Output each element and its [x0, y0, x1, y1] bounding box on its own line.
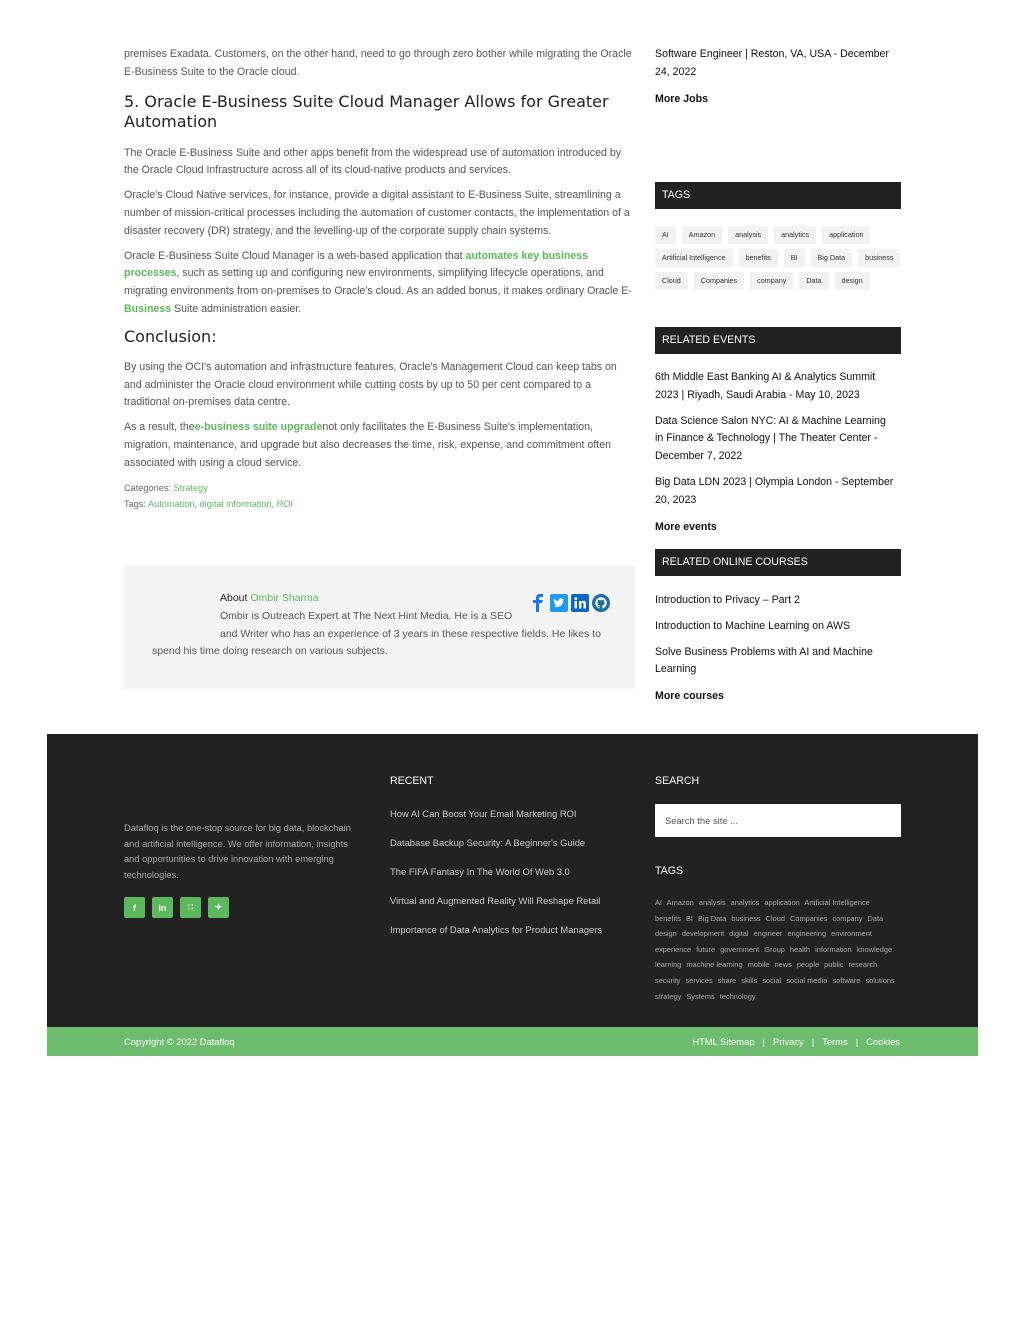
automates-link[interactable]: automates key business processes	[124, 249, 589, 280]
categories	[124, 480, 634, 496]
rss-icon[interactable]: ∷	[180, 897, 201, 918]
footer-tag-link[interactable]: mobile	[747, 960, 770, 970]
footer-tag-link[interactable]: health	[789, 944, 811, 954]
footer-tag-link[interactable]: news	[774, 960, 792, 970]
event-link[interactable]: Big Data LDN 2023 | Olympia London - September 20, 2023	[655, 475, 894, 506]
course-link[interactable]: Solve Business Problems with AI and Machine Learning	[655, 645, 873, 676]
article-heading: 5. Oracle E-Business Suite Cloud Manager Allows for Greater Automation	[124, 91, 609, 131]
course-link[interactable]: Introduction to Privacy – Part 2	[655, 594, 800, 606]
footer-tag-link[interactable]: services	[685, 975, 713, 985]
article-paragraph	[124, 419, 634, 472]
upgrade-link[interactable]: e-business suite upgrade	[194, 421, 323, 434]
footer-tag-link[interactable]: machine learning	[686, 960, 743, 970]
article-paragraph: Oracle's Cloud Native services, for instance, provide a digital assistant to E-Business Suite, streamlining a number of mission-critical processes including the automation of customer contacts, the implementation of a disaster recovery (DR) strategy, and the levelling-up of the corporate supply chain systems.	[124, 189, 630, 237]
recent-post-link[interactable]: Database Backup Security: A Beginner's Guide	[390, 837, 586, 848]
footer-tag-link[interactable]: government	[720, 944, 760, 954]
github-icon[interactable]	[592, 594, 610, 612]
footer-social	[124, 897, 229, 918]
text-run: , such as setting up and configuring new environments, simplifying lifecycle operations, and migrating environments from on-premises to Oracle's cloud. As an added bonus, it makes ordinary Oracle E-	[124, 267, 632, 298]
footer-tag-link[interactable]: learning	[655, 960, 682, 970]
footer-tag-link[interactable]: engineering	[787, 929, 827, 939]
related-courses-heading: RELATED ONLINE COURSES	[655, 549, 901, 576]
article-paragraph: The Oracle E-Business Suite and other apps benefit from the widespread use of automation introduced by the Oracle Cloud Infrastructure across all of its cloud-native products and services.	[124, 146, 622, 177]
footer-tag-link[interactable]: engineer	[753, 929, 783, 939]
footer-tag-link[interactable]: social	[762, 975, 782, 985]
footer-tag-link[interactable]: Artificial Intelligence	[804, 898, 870, 907]
category-link[interactable]: Strategy	[173, 482, 208, 493]
tag-chip[interactable]: Companies	[694, 272, 744, 290]
footer-tag-link[interactable]: business	[731, 913, 761, 923]
footer-tag-link[interactable]: AI	[655, 898, 662, 907]
event-link[interactable]: 6th Middle East Banking AI & Analytics Summit 2023 | Riyadh, Saudi Arabia - May 10, 2023	[655, 371, 876, 401]
footer-tag-link[interactable]: company	[832, 913, 863, 923]
footer-tag-link[interactable]: solutions	[865, 975, 895, 985]
author-box	[124, 565, 635, 689]
footer-tag-link[interactable]: design	[655, 929, 677, 939]
more-courses-link[interactable]: More courses	[655, 690, 724, 703]
tag-chip[interactable]: design	[835, 272, 870, 290]
footer-tag-link[interactable]: people	[796, 960, 820, 970]
tag-chip[interactable]: business	[858, 249, 900, 267]
categories-label: Categories:	[124, 482, 174, 493]
link-separator: |	[762, 1036, 765, 1047]
tag-chip[interactable]: analytics	[774, 226, 816, 244]
tag-separator: ,	[194, 498, 200, 509]
copyright-text: Copyright © 2022 Datafloq	[124, 1036, 235, 1047]
recent-post-link[interactable]: How AI Can Boost Your Email Marketing ROI	[390, 808, 577, 819]
conclusion-heading: Conclusion:	[124, 326, 217, 346]
author-name-link[interactable]: Ombir Sharma	[250, 592, 319, 604]
text-run: not only facilitates the E-Business Suite's implementation, migration, maintenance, and upgrade but also decreases the time, risk, expense, and commitment often associated with using a cloud service.	[124, 421, 611, 469]
footer-tag-link[interactable]: benefits	[655, 913, 681, 923]
linkedin-icon[interactable]	[571, 594, 589, 612]
tag-link[interactable]: digital information	[199, 498, 272, 509]
article-paragraph: premises Exadata. Customers, on the other hand, need to go through zero bother while migrating the Oracle E-Business Suite to the Oracle cloud.	[124, 48, 632, 78]
footer-tag-link[interactable]: Data	[867, 913, 884, 923]
footer-tag-link[interactable]: environment	[831, 929, 872, 939]
more-jobs-link[interactable]: More Jobs	[655, 92, 708, 105]
tag-chip[interactable]: Cloud	[655, 272, 688, 290]
tag-chip[interactable]: AI	[655, 226, 676, 244]
more-events-link[interactable]: More events	[655, 520, 717, 533]
footer-recent-heading: RECENT	[390, 775, 434, 787]
privacy-link[interactable]: Privacy	[772, 1036, 804, 1047]
footer-tag-link[interactable]: technology	[719, 991, 756, 1001]
footer-tag-link[interactable]: application	[764, 898, 800, 907]
footer-tag-link[interactable]: future	[696, 944, 716, 954]
recent-post-link[interactable]: The FIFA Fantasy In The World Of Web 3.0	[390, 866, 570, 877]
recent-post-link[interactable]: Importance of Data Analytics for Product Managers	[390, 924, 603, 935]
footer-tag-link[interactable]: experience	[655, 944, 692, 954]
search-input[interactable]	[655, 804, 901, 837]
cookies-link[interactable]: Cookies	[866, 1036, 900, 1047]
tag-chip[interactable]: application	[822, 226, 870, 244]
tags	[124, 496, 634, 512]
about-label: About	[220, 592, 251, 604]
footer-tag-link[interactable]: software	[832, 975, 861, 985]
footer-tag-link[interactable]: research	[848, 960, 878, 970]
link-separator: |	[811, 1036, 815, 1047]
linkedin-icon[interactable]: in	[152, 897, 173, 918]
related-events-heading: RELATED EVENTS	[655, 327, 901, 354]
link-separator: |	[855, 1036, 859, 1047]
tag-link[interactable]: ROI	[276, 498, 294, 509]
footer-tags-heading: TAGS	[655, 865, 684, 877]
article-body	[124, 46, 634, 512]
twitter-icon[interactable]: ✦	[208, 897, 229, 918]
recent-post-link[interactable]: Virtual and Augmented Reality Will Reshape Retail	[390, 895, 601, 906]
job-link[interactable]: Software Engineer | Reston, VA, USA - December 24, 2022	[655, 48, 889, 78]
sidebar-tag-cloud	[655, 226, 901, 290]
related-courses	[655, 592, 901, 702]
terms-link[interactable]: Terms	[822, 1036, 848, 1047]
html-sitemap-link[interactable]: HTML Sitemap	[692, 1036, 755, 1047]
footer-tag-link[interactable]: Systems	[686, 991, 715, 1001]
footer-tag-cloud	[655, 895, 901, 1004]
tag-chip[interactable]: analysis	[728, 226, 768, 244]
footer-about: Datafloq is the one-stop source for big data, blockchain and artificial intelligence. We offer information, insights and opportunities to drive innovation with emerging technologies.	[124, 823, 351, 880]
footer-tag-link[interactable]: strategy	[655, 991, 682, 1001]
footer-tag-link[interactable]: skills	[741, 975, 758, 985]
footer-tag-link[interactable]: public	[824, 960, 844, 970]
footer-tag-link[interactable]: Group	[764, 944, 785, 954]
footer-tag-link[interactable]: Big Data	[698, 913, 727, 923]
tag-chip[interactable]: Data	[799, 272, 828, 290]
bottom-links	[692, 1036, 900, 1047]
footer-recent-list	[390, 806, 630, 951]
sidebar-jobs	[655, 46, 901, 105]
footer-tag-link[interactable]: digital	[729, 929, 749, 939]
event-link[interactable]: Data Science Salon NYC: AI & Machine Learning in Finance & Technology | The Theater Center - December 7, 2022	[655, 414, 886, 463]
footer-tag-link[interactable]: knowledge	[856, 944, 893, 954]
tag-chip[interactable]: Amazon	[682, 226, 722, 244]
footer-tag-link[interactable]: development	[681, 929, 725, 939]
facebook-icon[interactable]	[529, 594, 547, 612]
text-run: Oracle E-Business Suite Cloud Manager is a web-based application that	[124, 249, 466, 262]
text-run: As a result, the	[124, 421, 195, 434]
author-line: spend his time doing research on various subjects.	[152, 645, 388, 658]
tag-separator: ,	[271, 498, 277, 509]
sidebar-tags-heading: TAGS	[655, 182, 901, 209]
footer-search-heading: SEARCH	[655, 775, 700, 787]
footer-tag-link[interactable]: security	[655, 975, 681, 985]
related-events	[655, 369, 901, 533]
footer-tag-link[interactable]: Companies	[790, 913, 828, 923]
footer-tag-link[interactable]: information	[815, 944, 852, 954]
footer-tag-link[interactable]: share	[717, 975, 737, 985]
tag-link[interactable]: Automation	[148, 498, 195, 509]
facebook-icon[interactable]: f	[124, 897, 145, 918]
footer-tag-link[interactable]: Cloud	[765, 913, 785, 923]
article-paragraph: By using the OCI's automation and infrastructure features, Oracle's Management Cloud can keep tabs on and administer the Oracle cloud environment while cutting costs by up to 50 per cent compared to a traditional on-premises data centre.	[124, 360, 617, 409]
footer-tag-link[interactable]: analytics	[730, 898, 760, 907]
footer-tag-link[interactable]: Amazon	[666, 898, 694, 907]
author-line: and Writer who has an experience of 3 years in these respective fields. He likes to	[220, 627, 601, 640]
tags-label: Tags:	[124, 498, 149, 509]
text-run: Suite administration easier.	[171, 302, 302, 315]
business-link[interactable]: Business	[124, 302, 172, 315]
course-link[interactable]: Introduction to Machine Learning on AWS	[655, 619, 851, 632]
article-paragraph	[124, 248, 634, 319]
copyright-bar	[47, 1027, 978, 1056]
author-social	[529, 594, 610, 612]
footer-tag-link[interactable]: BI	[685, 913, 693, 923]
tag-chip[interactable]: BI	[784, 249, 805, 267]
tag-chip[interactable]: company	[750, 272, 793, 290]
twitter-icon[interactable]	[550, 594, 568, 612]
author-line: Ombir is Outreach Expert at The Next Hint Media. He is a SEO	[220, 609, 513, 622]
tag-chip[interactable]: benefits	[739, 249, 778, 267]
site-footer	[47, 734, 978, 1028]
tag-chip[interactable]: Big Data	[811, 249, 853, 267]
tag-chip[interactable]: Artificial Intelligence	[655, 249, 733, 267]
footer-tag-link[interactable]: analysis	[698, 898, 726, 907]
footer-tag-link[interactable]: social media	[786, 975, 828, 985]
